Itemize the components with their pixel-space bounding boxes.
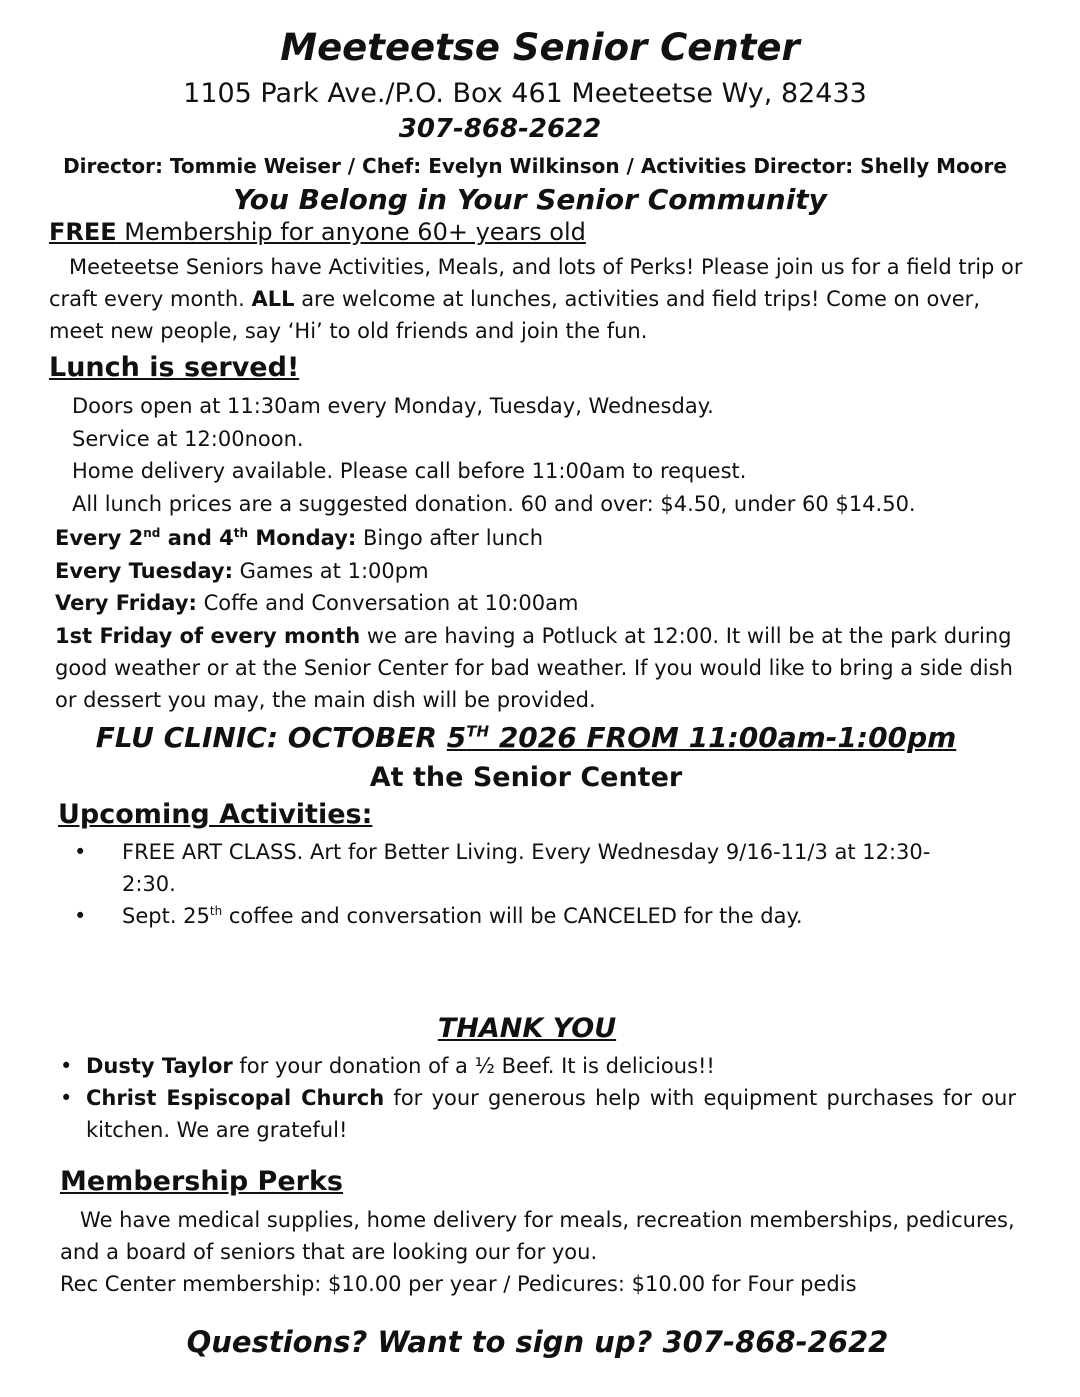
perks-prices: Rec Center membership: $10.00 per year / Pedicures: $10.00 for Four pedis — [60, 1272, 857, 1296]
bullet-icon: • — [74, 840, 87, 864]
friday-row — [55, 587, 1035, 620]
bingo-label-a: Every 2 — [55, 526, 144, 550]
free-label: FREE — [49, 218, 117, 246]
thanks-text-2: for your generous help with equipment purchases for our kitchen. We are grateful! — [86, 1086, 1016, 1142]
friday-label: Very Friday: — [55, 591, 197, 615]
lunch-heading: Lunch is served! — [49, 352, 300, 383]
bingo-sup-1: nd — [143, 526, 161, 540]
lunch-line: All lunch prices are a suggested donation. 60 and over: $4.50, under 60 $14.50. — [72, 491, 916, 516]
intro-bold: ALL — [251, 287, 295, 311]
upcoming-list — [58, 836, 978, 932]
thanks-text-1: for your donation of a ½ Beef. It is delicious!! — [232, 1054, 715, 1078]
tuesday-text: Games at 1:00pm — [233, 558, 429, 583]
flu-day: 5 — [446, 721, 467, 754]
intro-text-b: are welcome at lunches, activities and field trips! Come on over, meet new people, say ‘Hi’ to old friends and join the fun. — [49, 287, 987, 343]
bullet-icon: • — [60, 1086, 73, 1110]
potluck-label: 1st Friday of every month — [55, 623, 361, 648]
list-item — [58, 836, 978, 900]
questions-footer: Questions? Want to sign up? 307-868-2622 — [186, 1325, 889, 1359]
flu-clinic-banner — [0, 721, 1052, 754]
potluck-text: we are having a Potluck at 12:00. It will be at the park during good weather or at the Senior Center for bad weather. If you would like to bring a side dish or dessert you may, the main dish will be provided. — [55, 623, 1013, 712]
staff-line: Director: Tommie Weiser / Chef: Evelyn Wilkinson / Activities Director: Shelly Moore — [63, 154, 1007, 178]
bullet-icon: • — [74, 904, 87, 928]
flu-suffix: 2026 FROM 11:00am-1:00pm — [489, 721, 957, 754]
perks-section — [60, 1204, 1020, 1300]
upcoming-item-1: FREE ART CLASS. Art for Better Living. Every Wednesday 9/16-11/3 at 12:30-2:30. — [122, 840, 931, 896]
list-item — [58, 900, 978, 932]
lunch-details — [72, 390, 1032, 520]
phone-number: 307-868-2622 — [398, 114, 602, 144]
list-item — [58, 1082, 1016, 1146]
tuesday-label: Every Tuesday: — [55, 558, 233, 583]
lunch-line: Doors open at 11:30am every Monday, Tuesday, Wednesday. — [72, 394, 714, 418]
flu-location: At the Senior Center — [369, 762, 683, 793]
list-item — [58, 1050, 1016, 1082]
intro-text-a: Meeteetse Seniors have Activities, Meals, and lots of Perks! Please join us for a field trip or craft every month. — [49, 255, 1030, 311]
thank-you-heading: THANK YOU — [437, 1013, 617, 1044]
membership-line — [49, 218, 586, 246]
flu-prefix: FLU CLINIC: OCTOBER — [95, 721, 447, 754]
bingo-sup-2: th — [233, 526, 249, 540]
tuesday-row — [55, 555, 1035, 588]
thanks-name-2: Christ Espiscopal Church — [86, 1086, 385, 1110]
perks-text: We have medical supplies, home delivery for meals, recreation memberships, pedicures, and a board of seniors that are looking our for you. — [60, 1208, 1022, 1264]
upcoming-heading: Upcoming Activities: — [58, 799, 373, 830]
bingo-text: Bingo after lunch — [356, 526, 544, 550]
address: 1105 Park Ave./P.O. Box 461 Meeteetse Wy, 82433 — [183, 78, 867, 109]
potluck-row — [55, 620, 1035, 716]
bingo-label-c: Monday: — [248, 526, 357, 550]
intro-paragraph — [49, 251, 1029, 347]
bingo-row — [55, 522, 1035, 555]
upcoming-item-2-sup: th — [209, 904, 223, 918]
perks-heading: Membership Perks — [60, 1166, 343, 1197]
lunch-line: Service at 12:00noon. — [72, 426, 304, 451]
slogan: You Belong in Your Senior Community — [233, 183, 827, 216]
membership-text: Membership for anyone 60+ years old — [116, 218, 586, 246]
page-title: Meeteetse Senior Center — [280, 26, 800, 69]
lunch-line: Home delivery available. Please call before 11:00am to request. — [72, 459, 747, 483]
weekly-events — [55, 522, 1035, 716]
flu-sup: TH — [466, 722, 490, 741]
bullet-icon: • — [60, 1054, 73, 1078]
thanks-name-1: Dusty Taylor — [86, 1054, 233, 1078]
bingo-label-b: and 4 — [160, 526, 234, 550]
upcoming-item-2a: Sept. 25 — [122, 904, 210, 928]
thank-you-list — [58, 1050, 1016, 1146]
friday-text: Coffe and Conversation at 10:00am — [196, 591, 579, 615]
upcoming-item-2b: coffee and conversation will be CANCELED for the day. — [222, 904, 803, 928]
